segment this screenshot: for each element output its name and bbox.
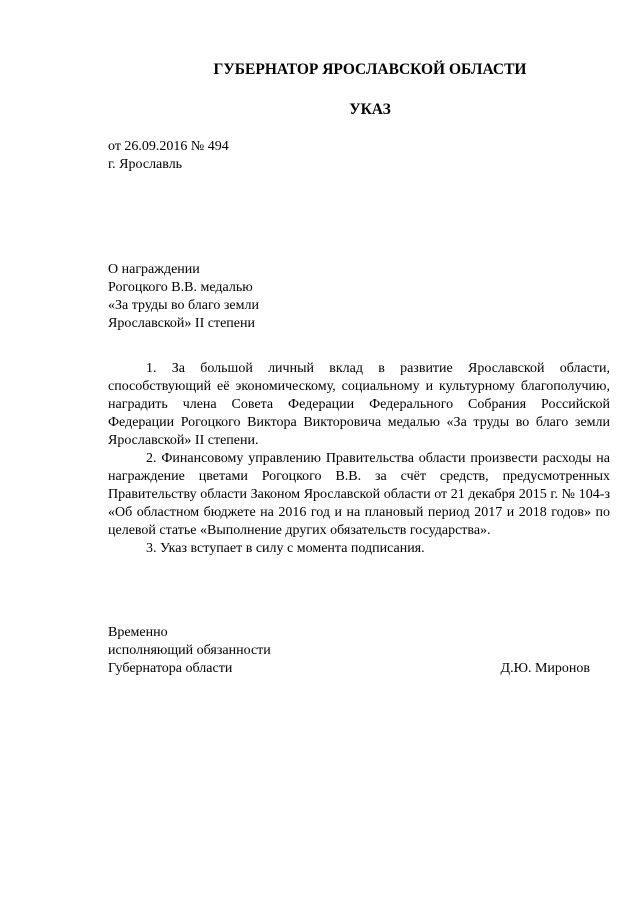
signature-block [108, 624, 590, 678]
signatory-name: Д.Ю. Миронов [500, 661, 590, 676]
signatory-title-line: исполняющий обязанности [108, 643, 271, 658]
document-meta [108, 138, 229, 174]
subject-line: Рогоцкого В.В. медалью [108, 280, 253, 295]
document-body [108, 360, 610, 558]
subject-line: Ярославской» II степени [108, 316, 255, 331]
city: г. Ярославль [108, 157, 183, 172]
issuing-authority-title: ГУБЕРНАТОР ЯРОСЛАВСКОЙ ОБЛАСТИ [213, 61, 527, 78]
document-type-title: УКАЗ [349, 101, 391, 118]
subject-line: «За труды во благо земли [108, 298, 259, 313]
date-and-number: от 26.09.2016 № 494 [108, 139, 229, 154]
subject-line: О награждении [108, 262, 200, 277]
signatory-title-line: Временно [108, 625, 168, 640]
signature-row [108, 660, 590, 678]
signatory-title-line: Губернатора области [108, 661, 233, 676]
body-paragraph-3: 3. Указ вступает в силу с момента подписания. [146, 541, 425, 556]
document-subject [108, 261, 259, 333]
body-paragraph-1: 1. За большой личный вклад в развитие Ярославской области, способствующий её экономическому, социальному и культурному благополучию, наградить члена Совета Федерации Федерального Собрания Российской Федерации Рогоцкого Виктора Викторовича медалью «За труды во благо земли Ярославской» II степени. [108, 361, 610, 448]
body-paragraph-2: 2. Финансовому управлению Правительства области произвести расходы на награждение цветами Рогоцкого В.В. за счёт средств, предусмотренных Правительству области Законом Ярославской области от 21 декабря 2015 г. № 104-з «Об областном бюджете на 2016 год и на плановый период 2017 и 2018 годов» по целевой статье «Выполнение других обязательств государства». [108, 451, 610, 538]
